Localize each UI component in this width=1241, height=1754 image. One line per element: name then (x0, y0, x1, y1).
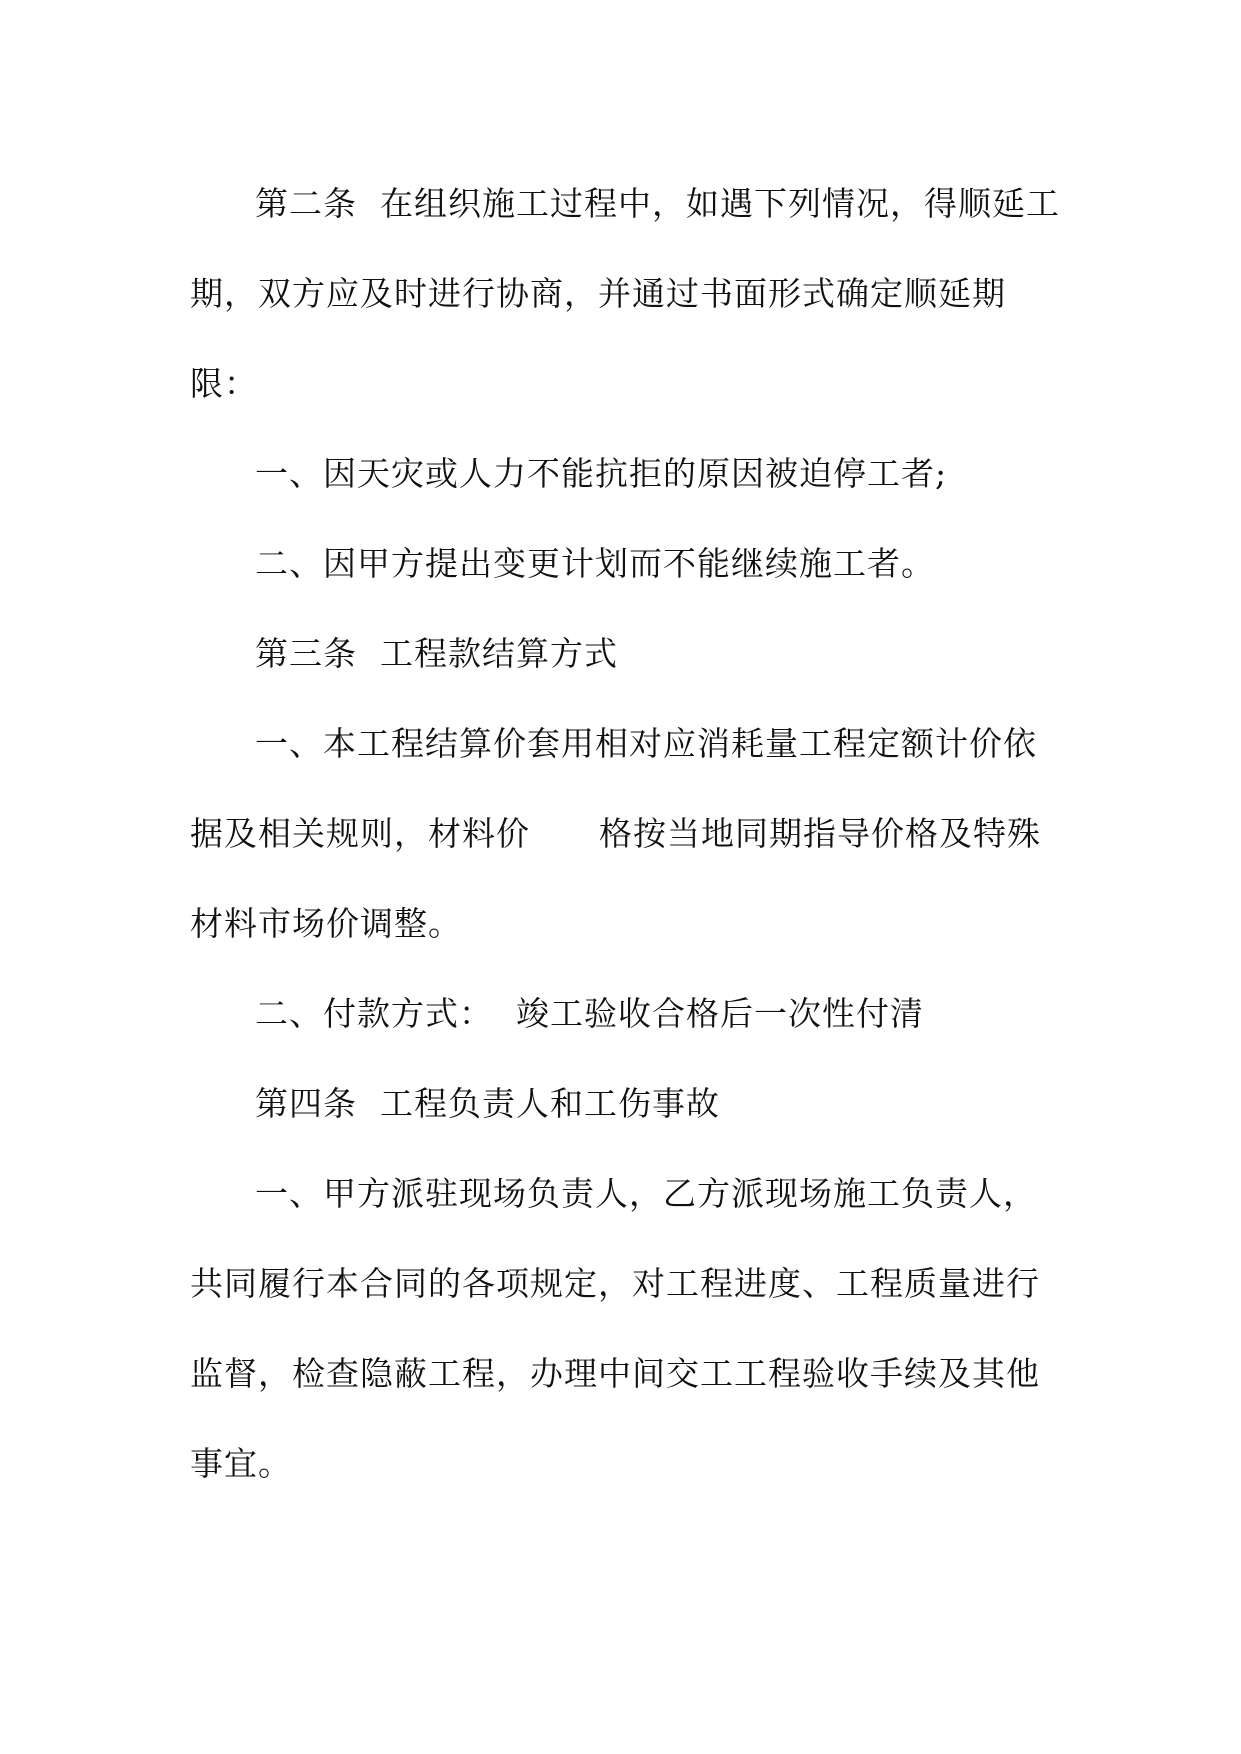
clause-3-2: 二、付款方式： 竣工验收合格后一次性付清 (255, 994, 924, 1033)
clause-3-1-line-1: 一、本工程结算价套用相对应消耗量工程定额计价依 (255, 724, 1037, 763)
clause-4-1-line-4: 事宜。 (190, 1444, 292, 1483)
clause-4-1-line-1: 一、甲方派驻现场负责人，乙方派现场施工负责人， (255, 1174, 1037, 1213)
article-3-heading: 第三条 工程款结算方式 (255, 634, 618, 673)
article-2-heading-line: 第二条 在组织施工过程中，如遇下列情况，得顺延工 (255, 184, 1060, 223)
clause-3-1-line-2: 据及相关规则，材料价 格按当地同期指导价格及特殊 (190, 814, 1041, 853)
clause-2-2: 二、因甲方提出变更计划而不能继续施工者。 (255, 544, 935, 583)
clause-4-1-line-2: 共同履行本合同的各项规定，对工程进度、工程质量进行 (190, 1264, 1040, 1303)
article-2-text-line: 期，双方应及时进行协商，并通过书面形式确定顺延期 (190, 274, 1006, 313)
clause-3-1-line-3: 材料市场价调整。 (190, 904, 462, 943)
article-4-heading: 第四条 工程负责人和工伤事故 (255, 1084, 720, 1123)
clause-2-1: 一、因天灾或人力不能抗拒的原因被迫停工者; (255, 454, 948, 493)
clause-4-1-line-3: 监督，检查隐蔽工程，办理中间交工工程验收手续及其他 (190, 1354, 1040, 1393)
article-2-text-end: 限： (190, 364, 258, 403)
